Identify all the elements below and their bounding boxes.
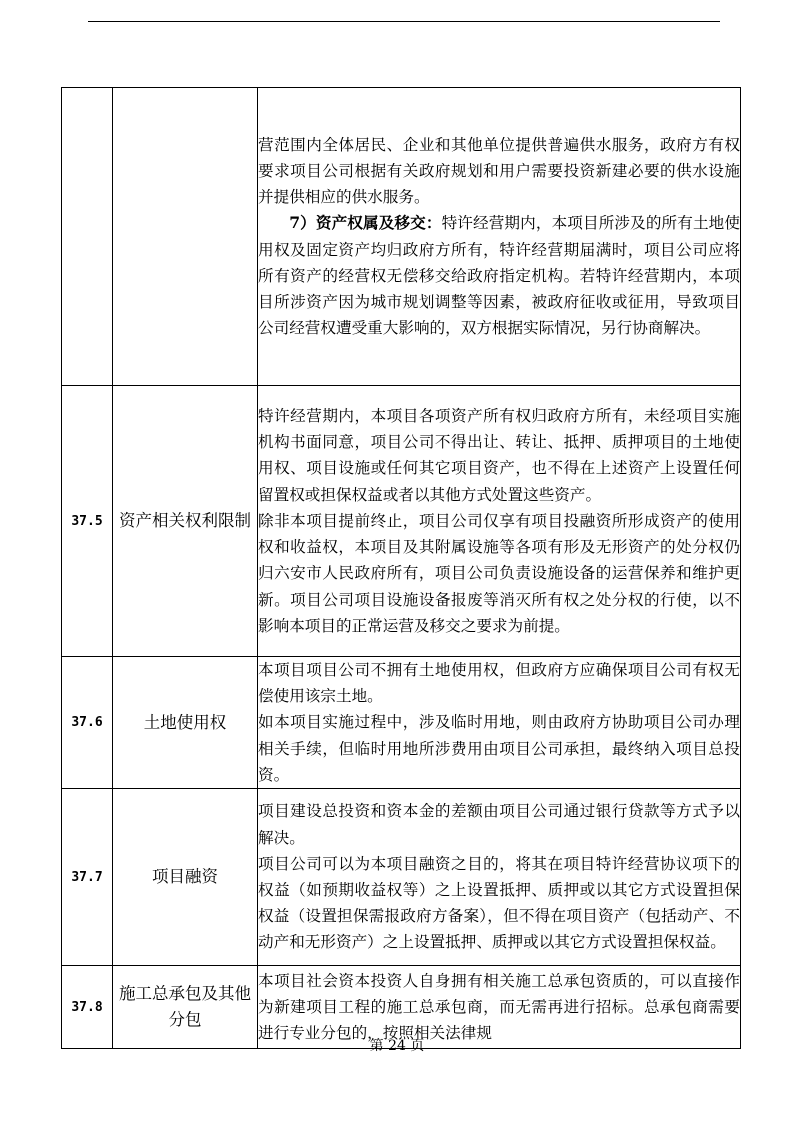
clause-number: 37.6 bbox=[62, 657, 113, 789]
clause-name: 施工总承包及其他分包 bbox=[113, 966, 258, 1049]
subsection-text: 特许经营期内，本项目所涉及的所有土地使用权及固定资产均归政府方所有，特许经营期届满时，项目公司应将所有资产的经营权无偿移交给政府指定机构。若特许经营期内，本项目所涉资产因为城市规划调整等因素，被政府征收或征用，导致项目公司经营权遭受重大影响的，双方根据实际情况，另行协商解决。 bbox=[258, 214, 740, 338]
clause-paragraph: 项目建设总投资和资本金的差额由项目公司通过银行贷款等方式予以解决。 bbox=[258, 802, 740, 847]
clause-body bbox=[258, 88, 741, 386]
clause-number: 37.5 bbox=[62, 386, 113, 657]
clause-number: 37.7 bbox=[62, 789, 113, 966]
header-rule bbox=[88, 21, 720, 22]
table-row bbox=[62, 789, 741, 966]
clause-body bbox=[258, 657, 741, 789]
clause-table bbox=[61, 87, 741, 1049]
clause-body bbox=[258, 386, 741, 657]
clause-paragraph: 本项目社会资本投资人自身拥有相关施工总承包资质的，可以直接作为新建项目工程的施工总承包商，而无需再进行招标。总承包商需要进行专业分包的，按照相关法律规 bbox=[258, 971, 740, 1043]
table-row bbox=[62, 657, 741, 789]
clause-paragraph: 如本项目实施过程中，涉及临时用地，则由政府方协助项目公司办理相关手续，但临时用地所涉费用由项目公司承担，最终纳入项目总投资。 bbox=[258, 713, 740, 784]
clause-paragraph: 项目公司可以为本项目融资之目的，将其在项目特许经营协议项下的权益（如预期收益权等）之上设置抵押、质押或以其它方式设置担保权益（设置担保需报政府方备案），但不得在项目资产（包括动产、不动产和无形资产）之上设置抵押、质押或以其它方式设置担保权益。 bbox=[258, 854, 740, 952]
clause-name: 土地使用权 bbox=[113, 657, 258, 789]
table-row bbox=[62, 88, 741, 386]
clause-paragraph: 营范围内全体居民、企业和其他单位提供普遍供水服务，政府方有权要求项目公司根据有关政府规划和用户需要投资新建必要的供水设施并提供相应的供水服务。 bbox=[258, 135, 740, 207]
clause-paragraph: 特许经营期内，本项目各项资产所有权归政府方所有，未经项目实施机构书面同意，项目公司不得出让、转让、抵押、质押项目的土地使用权、项目设施或任何其它项目资产，也不得在上述资产上设置任何留置权或担保权益或者以其他方式处置这些资产。 bbox=[258, 407, 740, 504]
clause-body bbox=[258, 789, 741, 966]
clause-name: 项目融资 bbox=[113, 789, 258, 966]
clause-paragraph: 本项目项目公司不拥有土地使用权，但政府方应确保项目公司有权无偿使用该宗土地。 bbox=[258, 661, 740, 706]
table-row bbox=[62, 386, 741, 657]
page-number: 第 24 页 bbox=[369, 1038, 425, 1054]
subsection-paragraph bbox=[258, 210, 740, 341]
clause-name: 资产相关权利限制 bbox=[113, 386, 258, 657]
clause-name bbox=[113, 88, 258, 386]
subsection-heading: 7）资产权属及移交： bbox=[289, 213, 442, 233]
clause-paragraph: 除非本项目提前终止，项目公司仅享有项目投融资所形成资产的使用权和收益权，本项目及其附属设施等各项有形及无形资产的处分权仍归六安市人民政府所有，项目公司负责设施设备的运营保养和维护更新。项目公司项目设施设备报废等消灭所有权之处分权的行使，以不影响本项目的正常运营及移交之要求为前提。 bbox=[258, 511, 740, 635]
clause-number bbox=[62, 88, 113, 386]
clause-number: 37.8 bbox=[62, 966, 113, 1049]
